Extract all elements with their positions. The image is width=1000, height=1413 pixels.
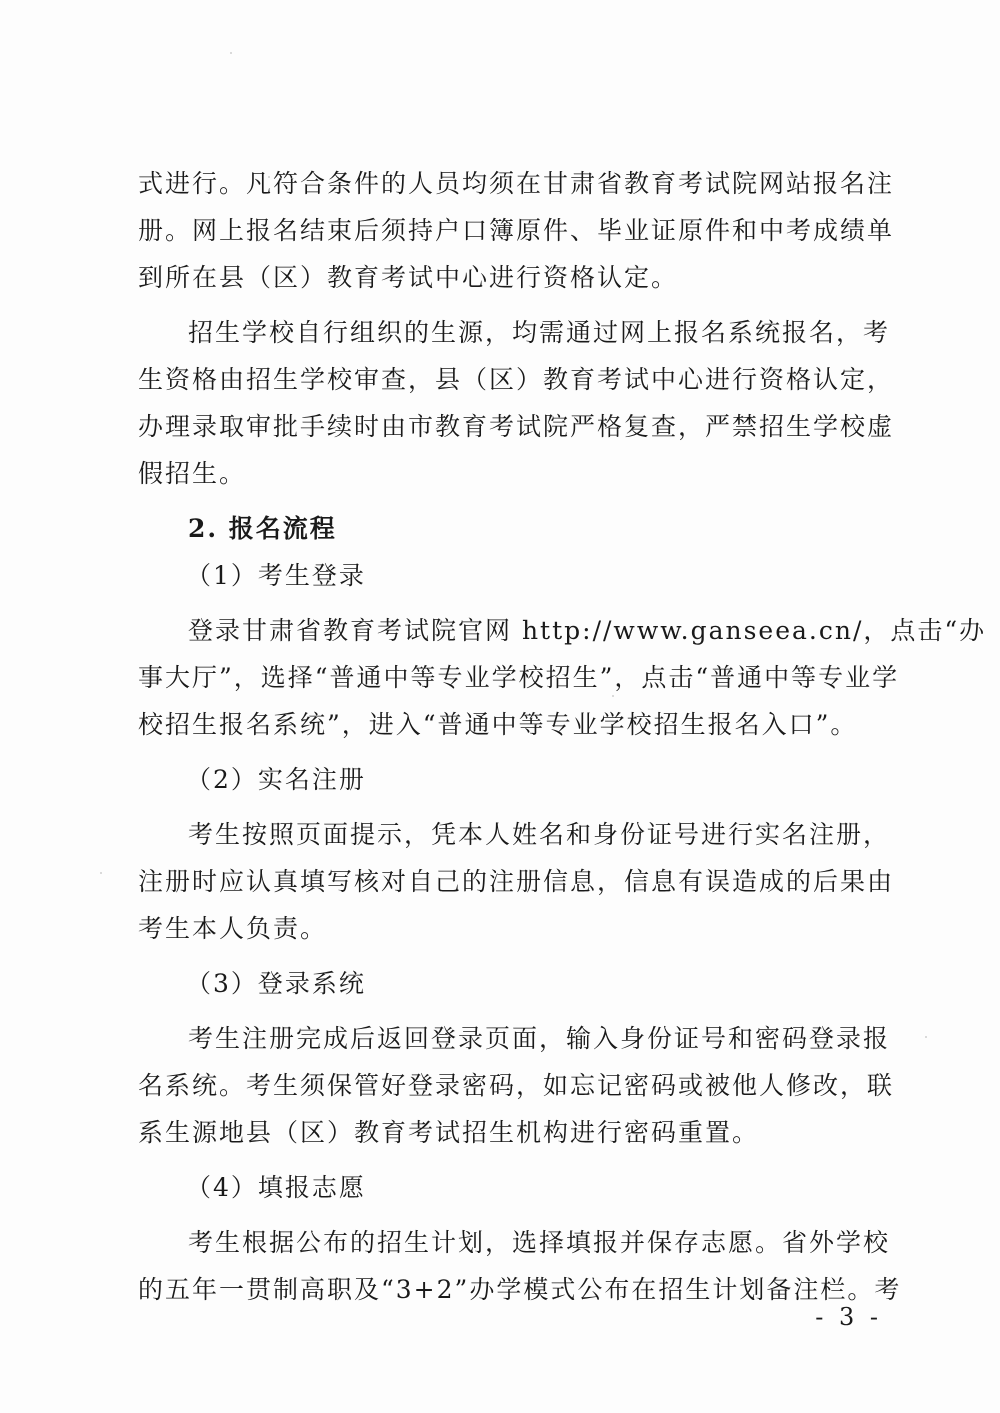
paragraph-line: 注册时应认真填写核对自己的注册信息，信息有误造成的后果由 xyxy=(138,867,895,896)
page-number: - 3 - xyxy=(815,1303,882,1331)
paragraph-line: 登录甘肃省教育考试院官网 http://www.ganseea.cn/，点击“办 xyxy=(188,616,987,645)
paragraph-line: 式进行。凡符合条件的人员均须在甘肃省教育考试院网站报名注 xyxy=(138,169,895,198)
subsection-heading: （3）登录系统 xyxy=(186,969,366,998)
paragraph-line: 考生注册完成后返回登录页面，输入身份证号和密码登录报 xyxy=(188,1024,891,1053)
scan-speck xyxy=(100,872,102,874)
paragraph-line: 册。网上报名结束后须持户口簿原件、毕业证原件和中考成绩单 xyxy=(138,216,895,245)
paragraph-line: 考生本人负责。 xyxy=(138,914,328,943)
subsection-heading: （1）考生登录 xyxy=(186,561,366,590)
paragraph-line: 考生根据公布的招生计划，选择填报并保存志愿。省外学校 xyxy=(188,1228,891,1257)
section-heading: 2. 报名流程 xyxy=(188,514,337,543)
subsection-heading: （4）填报志愿 xyxy=(186,1173,366,1202)
scan-speck xyxy=(925,1036,927,1038)
scan-speck xyxy=(230,52,232,54)
paragraph-line: 到所在县（区）教育考试中心进行资格认定。 xyxy=(138,263,679,292)
paragraph-line: 考生按照页面提示，凭本人姓名和身份证号进行实名注册， xyxy=(188,820,891,849)
paragraph-line: 的五年一贯制高职及“3+2”办学模式公布在招生计划备注栏。考 xyxy=(138,1275,902,1304)
paragraph-line: 名系统。考生须保管好登录密码，如忘记密码或被他人修改，联 xyxy=(138,1071,895,1100)
paragraph-line: 校招生报名系统”，进入“普通中等专业学校招生报名入口”。 xyxy=(138,710,858,739)
document-body xyxy=(138,160,987,1313)
paragraph-line: 招生学校自行组织的生源，均需通过网上报名系统报名，考 xyxy=(188,318,891,347)
paragraph-line: 生资格由招生学校审查，县（区）教育考试中心进行资格认定， xyxy=(138,365,895,394)
paragraph-line: 办理录取审批手续时由市教育考试院严格复查，严禁招生学校虚 xyxy=(138,412,895,441)
subsection-heading: （2）实名注册 xyxy=(186,765,366,794)
paragraph-line: 事大厅”，选择“普通中等专业学校招生”，点击“普通中等专业学 xyxy=(138,663,900,692)
paragraph-line: 假招生。 xyxy=(138,459,247,488)
paragraph-line: 系生源地县（区）教育考试招生机构进行密码重置。 xyxy=(138,1118,760,1147)
